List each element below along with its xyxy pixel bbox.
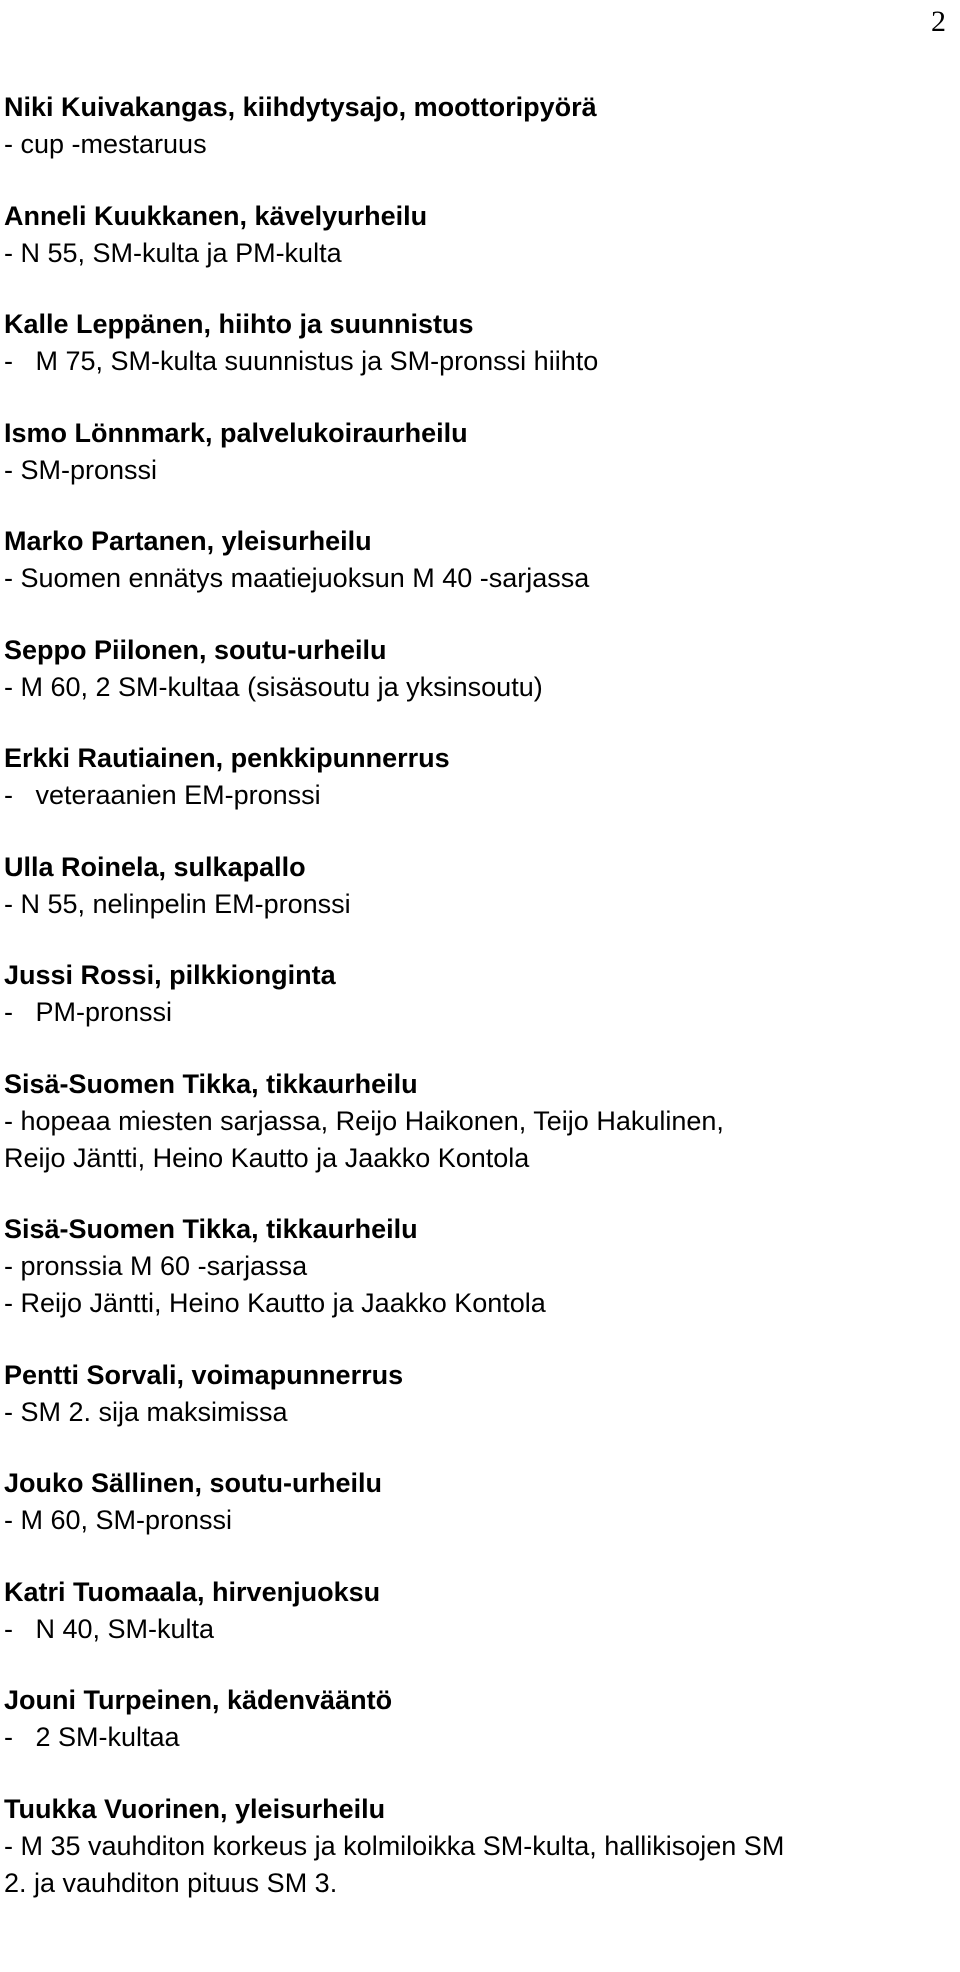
entry-title: Anneli Kuukkanen, kävelyurheilu [4,200,428,231]
entry-title: Jussi Rossi, pilkkionginta [4,960,336,990]
entry-detail-line: - pronssia M 60 -sarjassa [4,1251,308,1281]
entry-title: Kalle Leppänen, hiihto ja suunnistus [4,309,474,339]
entry-title: Marko Partanen, yleisurheilu [4,526,372,556]
achievement-entry [4,1465,954,1539]
achievement-entry [4,198,954,272]
entry-detail-line: - cup -mestaruus [4,129,207,159]
entry-title: Sisä-Suomen Tikka, tikkaurheilu [4,1214,418,1244]
entry-detail-line: - SM-pronssi [4,454,158,485]
entry-detail-line: - N 40, SM-kulta [4,1613,215,1644]
achievement-entry [4,1357,954,1431]
achievement-entry [4,1211,954,1322]
entry-detail-line: - PM-pronssi [4,997,173,1027]
achievement-entry [4,849,954,923]
entry-title: Ulla Roinela, sulkapallo [4,851,306,882]
achievement-entry [4,957,954,1031]
entry-detail-line: - M 35 vauhditon korkeus ja kolmiloikka SM-kulta, hallikisojen SM [4,1830,785,1861]
achievement-entry [4,523,954,597]
entry-detail-line: - hopeaa miesten sarjassa, Reijo Haikonen, Teijo Hakulinen, [4,1105,724,1136]
entry-title: Erkki Rautiainen, penkkipunnerrus [4,743,450,773]
entry-title: Seppo Piilonen, soutu-urheilu [4,634,387,665]
achievement-entry [4,89,954,163]
entry-detail-line: 2. ja vauhditon pituus SM 3. [4,1867,338,1898]
achievement-entry [4,306,954,380]
entry-title: Jouko Sällinen, soutu-urheilu [4,1468,383,1498]
entry-title: Ismo Lönnmark, palvelukoiraurheilu [4,417,468,448]
entry-title: Katri Tuomaala, hirvenjuoksu [4,1576,381,1607]
page-number: 2 [931,5,946,38]
entry-detail-line: - N 55, nelinpelin EM-pronssi [4,888,351,919]
entry-detail-line: - M 60, 2 SM-kultaa (sisäsoutu ja yksinsoutu) [4,671,543,702]
entry-title: Pentti Sorvali, voimapunnerrus [4,1359,404,1390]
entry-detail-line: - SM 2. sija maksimissa [4,1396,288,1427]
achievement-list [4,89,954,1936]
entry-detail-line: - 2 SM-kultaa [4,1722,180,1752]
achievement-entry [4,1066,954,1177]
entry-detail-line: - N 55, SM-kulta ja PM-kulta [4,237,342,268]
entry-title: Sisä-Suomen Tikka, tikkaurheilu [4,1068,418,1099]
achievement-entry [4,1574,954,1648]
entry-detail-line: Reijo Jäntti, Heino Kautto ja Jaakko Kontola [4,1142,530,1173]
entry-title: Tuukka Vuorinen, yleisurheilu [4,1793,386,1824]
entry-detail-line: - Reijo Jäntti, Heino Kautto ja Jaakko Kontola [4,1288,546,1318]
entry-detail-line: - Suomen ennätys maatiejuoksun M 40 -sarjassa [4,563,590,593]
achievement-entry [4,1682,954,1756]
achievement-entry [4,632,954,706]
entry-detail-line: - M 75, SM-kulta suunnistus ja SM-pronssi hiihto [4,346,599,376]
entry-detail-line: - M 60, SM-pronssi [4,1505,233,1535]
entry-title: Jouni Turpeinen, kädenvääntö [4,1685,393,1715]
entry-title: Niki Kuivakangas, kiihdytysajo, moottoripyörä [4,92,597,122]
achievement-entry [4,740,954,814]
entry-detail-line: - veteraanien EM-pronssi [4,780,321,810]
achievement-entry [4,415,954,489]
achievement-entry [4,1791,954,1902]
